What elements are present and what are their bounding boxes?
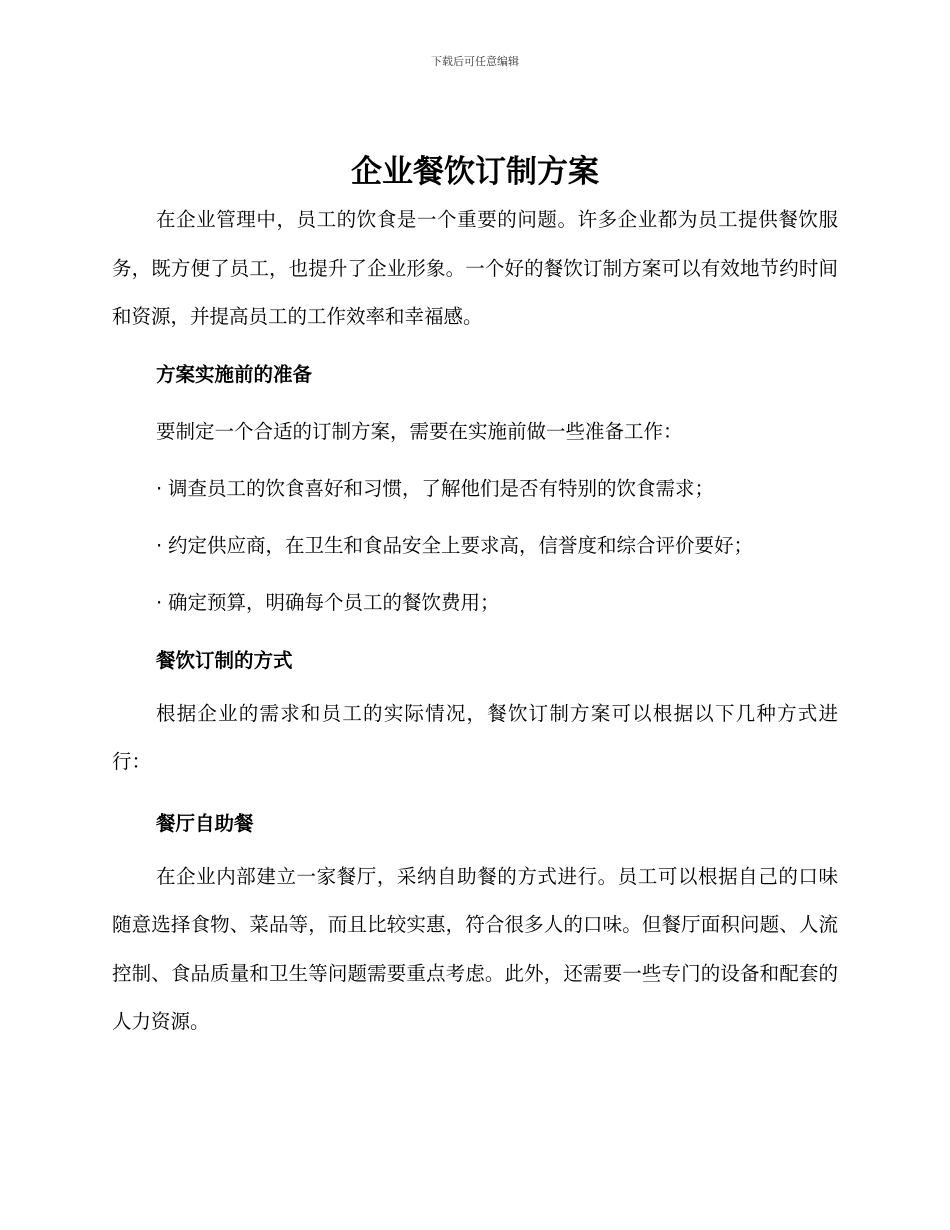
section-heading-preparation: 方案实施前的准备 bbox=[156, 362, 313, 386]
document-title: 企业餐饮订制方案 bbox=[351, 154, 599, 190]
section-heading-buffet: 餐厅自助餐 bbox=[156, 811, 254, 835]
list-item bbox=[112, 460, 838, 517]
list-item-text: 约定供应商，在卫生和食品安全上要求高，信誉度和综合评价要好； bbox=[168, 533, 754, 557]
preparation-lead-text: 要制定一个合适的订制方案，需要在实施前做一些准备工作： bbox=[156, 419, 683, 443]
document-body bbox=[112, 148, 838, 1047]
bullet-dot: · bbox=[156, 476, 163, 500]
list-item bbox=[112, 574, 838, 631]
bullet-dot: · bbox=[156, 590, 163, 614]
methods-paragraph: 根据企业的需求和员工的实际情况，餐饮订制方案可以根据以下几种方式进行： bbox=[112, 701, 838, 773]
list-item-text: 调查员工的饮食喜好和习惯，了解他们是否有特别的饮食需求； bbox=[168, 476, 715, 500]
list-item-text: 确定预算，明确每个员工的餐饮费用； bbox=[168, 590, 500, 614]
page-header-note: 下载后可任意编辑 bbox=[431, 55, 519, 68]
intro-paragraph: 在企业管理中，员工的饮食是一个重要的问题。许多企业都为员工提供餐饮服务，既方便了员工，也提升了企业形象。一个好的餐饮订制方案可以有效地节约时间和资源，并提高员工的工作效率和幸福感。 bbox=[112, 208, 838, 328]
section-heading-methods: 餐饮订制的方式 bbox=[156, 648, 293, 672]
buffet-paragraph: 在企业内部建立一家餐厅，采纳自助餐的方式进行。员工可以根据自己的口味随意选择食物、菜品等，而且比较实惠，符合很多人的口味。但餐厅面积问题、人流控制、食品质量和卫生等问题需要重点考虑。此外，还需要一些专门的设备和配套的人力资源。 bbox=[112, 864, 838, 1033]
bullet-dot: · bbox=[156, 533, 163, 557]
list-item bbox=[112, 517, 838, 574]
